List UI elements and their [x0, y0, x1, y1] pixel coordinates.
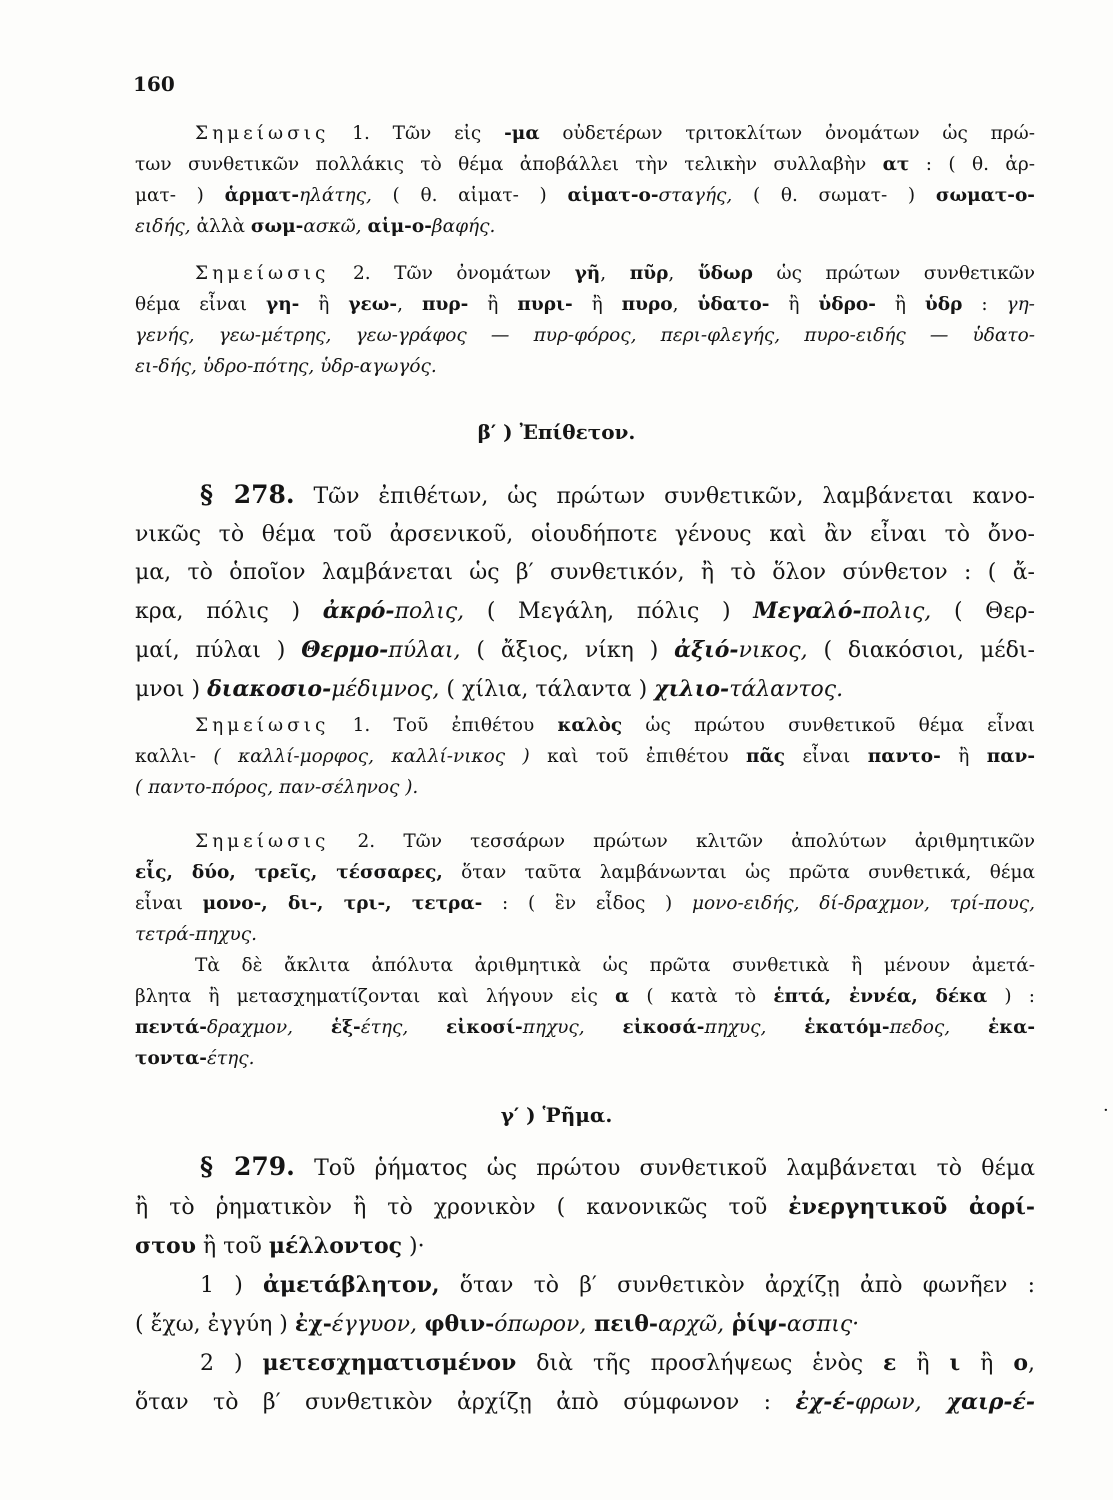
note-3: Σημείωσις 1. Τοῦ ἐπιθέτου καλὸς ὡς πρώτου συνθετικοῦ θέμα εἶναι καλλι- ( καλλί-μορφος, καλλί-νικος ) καὶ τοῦ ἐπιθέτου πᾶς εἶναι παντο- ἢ παν- ( παντο-πόρος, παν-σέληνος ). — [135, 715, 1035, 798]
section-number: § 278. — [200, 480, 295, 509]
subtitle-adjective: β′ ) Ἐπίθετον. — [477, 420, 636, 444]
subtitle-verb: γ′ ) Ῥῆμα. — [500, 1103, 613, 1127]
section-number: § 279. — [200, 1152, 295, 1181]
note-1: Σημείωσις 1. Τῶν εἰς -μα οὐδετέρων τριτοκλίτων ὀνομάτων ὡς πρώ- των συνθετικῶν πολλάκις τὸ θέμα ἀποβάλλει τὴν τελικὴν συλλαβὴν ατ : ( θ. ἁρ- ματ- ) ἁρματ-ηλάτης, ( θ. αἱματ- ) αἱματ-ο-σταγής, ( θ. σωματ- ) σωματ-ο- ειδής, ἀλλὰ σωμ-ασκῶ, αἱμ-ο-βαφής. — [135, 123, 1035, 237]
paragraph-279: § 279. Τοῦ ῥήματος ὡς πρώτου συνθετικοῦ λαμβάνεται τὸ θέμα ἢ τὸ ῥηματικὸν ἢ τὸ χρονικὸν ( κανονικῶς τοῦ ἐνεργητικοῦ ἀορί- στου ἢ τοῦ μέλλοντος )· 1 ) ἀμετάβλητον, ὅταν τὸ β′ συνθετικὸν ἀρχίζῃ ἀπὸ φωνῆεν : ( ἔχω, ἐγγύη ) ἐχ-έγγυον, φθιν-όπωρον, πειθ-αρχῶ, ῥίψ-ασπις· 2 ) μετεσχηματισμένον διὰ τῆς προσλήψεως ἑνὸς ε ἢ ι ἢ ο, ὅταν τὸ β′ συνθετικὸν ἀρχίζῃ ἀπὸ σύμφωνον : ἐχ-έ-φρων, χαιρ-έ- — [135, 1152, 1035, 1415]
paragraph-278: § 278. Τῶν ἐπιθέτων, ὡς πρώτων συνθετικῶν, λαμβάνεται κανο- νικῶς τὸ θέμα τοῦ ἀρσενικοῦ, οἱουδήποτε γένους καὶ ἂν εἶναι τὸ ὄνο- μα, τὸ ὁποῖον λαμβάνεται ὡς β′ συνθετικόν, ἢ τὸ ὅλον σύνθετον : ( ἄ- κρα, πόλις ) ἀκρό-πολις, ( Μεγάλη, πόλις ) Μεγαλό-πολις, ( Θερ- μαί, πύλαι ) Θερμο-πύλαι, ( ἄξιος, νίκη ) ἀξιό-νικος, ( διακόσιοι, μέδι- μνοι ) διακοσιο-μέδιμνος, ( χίλια, τάλαντα ) χιλιο-τάλαντος. — [135, 480, 1035, 702]
page-number: 160 — [133, 72, 175, 96]
note-2: Σημείωσις 2. Τῶν ὀνομάτων γῆ, πῦρ, ὕδωρ ὡς πρώτων συνθετικῶν θέμα εἶναι γη- ἢ γεω-, πυρ- ἢ πυρι- ἢ πυρο, ὑδατο- ἢ ὑδρο- ἢ ὑδρ : γη- γενής, γεω-μέτρης, γεω-γράφος — πυρ-φόρος, περι-φλεγής, πυρο-ειδής — ὑδατο- ει-δής, ὑδρο-πότης, ὑδρ-αγωγός. — [135, 263, 1035, 377]
stray-mark: · — [1103, 1100, 1109, 1121]
note-4: Σημείωσις 2. Τῶν τεσσάρων πρώτων κλιτῶν ἀπολύτων ἀριθμητικῶν εἷς, δύο, τρεῖς, τέσσαρες, ὅταν ταῦτα λαμβάνωνται ὡς πρῶτα συνθετικά, θέμα εἶναι μονο-, δι-, τρι-, τετρα- : ( ἓν εἶδος ) μονο-ειδής, δί-δραχμον, τρί-πους, τετρά-πηχυς. Τὰ δὲ ἄκλιτα ἀπόλυτα ἀριθμητικὰ ὡς πρῶτα συνθετικὰ ἢ μένουν ἀμετά- βλητα ἢ μετασχηματίζονται καὶ λήγουν εἰς α ( κατὰ τὸ ἑπτά, ἐννέα, δέκα ) : πεντά-δραχμον, ἑξ-έτης, εἰκοσί-πηχυς, εἰκοσά-πηχυς, ἑκατόμ-πεδος, ἑκα- τοντα-έτης. — [135, 831, 1036, 1069]
